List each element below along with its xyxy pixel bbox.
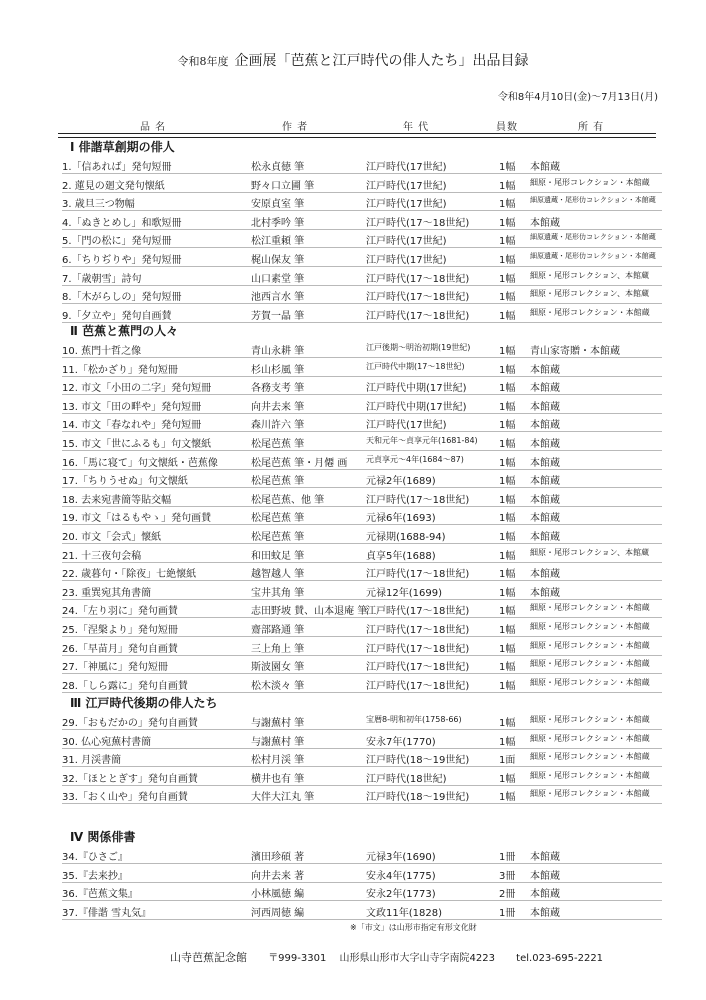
item-owner: 細原・尾形コレクション・本館蔵 <box>530 307 650 317</box>
item-owner: 本館蔵 <box>530 569 560 581</box>
item-owner: 細原・尾形コレクション・本館蔵 <box>530 677 650 687</box>
item-era: 江戸時代(17～18世紀) <box>366 217 470 229</box>
table-row <box>62 864 662 883</box>
item-era: 江戸時代(17～18世紀) <box>366 680 470 692</box>
item-era: 江戸時代(18世紀) <box>366 773 447 785</box>
item-count: 3冊 <box>499 870 516 882</box>
table-row <box>62 882 662 901</box>
item-name: 25.「涅槃より」発句短冊 <box>62 625 178 636</box>
item-owner: 細原・尾形コレクション、本館蔵 <box>530 547 650 557</box>
item-era: 江戸後期～明治初期(19世紀) <box>366 343 471 352</box>
item-author: 志田野坡 賛、山本退庵 筆 <box>251 606 368 618</box>
item-owner: 本館蔵 <box>530 852 560 863</box>
table-row <box>62 174 662 193</box>
item-owner: 細原・尾形コレクション・本館蔵 <box>530 715 650 724</box>
item-author: 斯波園女 筆 <box>251 662 305 674</box>
item-name: 34.『ひさご』 <box>62 852 128 863</box>
item-name: 26.「早苗月」発句自画賛 <box>62 643 178 655</box>
item-count: 1幅 <box>499 310 516 322</box>
item-owner: 本館蔵 <box>530 364 560 376</box>
col-name-header: 品 名 <box>140 122 167 133</box>
item-name: 7.「歳朝雪」詩句 <box>62 273 142 285</box>
item-owner: 本館蔵 <box>530 870 560 882</box>
item-count: 1幅 <box>499 532 516 543</box>
item-author: 向井去来 筆 <box>251 401 305 413</box>
item-name: 23. 重巽宛其角書簡 <box>62 587 152 599</box>
item-author: 小林風徳 編 <box>251 889 305 901</box>
item-author: 向井去来 著 <box>251 870 305 882</box>
item-name: 32.「ほととぎす」発句自画賛 <box>62 773 198 785</box>
table-row <box>62 767 662 786</box>
section-heading: Ⅰ 俳諧草創期の俳人 <box>70 140 175 154</box>
item-count: 1幅 <box>499 273 516 285</box>
item-count: 1幅 <box>499 587 516 599</box>
section-heading: Ⅱ 芭蕉と蕉門の人々 <box>70 324 179 338</box>
item-owner: 細原遺蔵・尾形仂コレクション・本館蔵 <box>530 233 656 242</box>
item-era: 江戸時代(17～18世紀) <box>366 606 470 618</box>
item-owner: 本館蔵 <box>530 457 560 469</box>
item-era: 江戸時代(17～18世紀) <box>366 643 470 655</box>
item-count: 1幅 <box>499 643 516 655</box>
item-owner: 本館蔵 <box>530 476 560 488</box>
item-era: 宝暦8-明和初年(1758-66) <box>366 715 462 724</box>
item-era: 江戸時代(18～19世紀) <box>366 792 470 804</box>
item-era: 元禄12年(1699) <box>366 587 442 599</box>
item-owner: 本館蔵 <box>530 420 560 432</box>
item-name: 28.「しら露に」発句自画賛 <box>62 680 188 692</box>
item-owner: 本館蔵 <box>530 513 560 525</box>
item-author: 大伴大江丸 筆 <box>251 792 315 804</box>
table-row <box>62 730 662 749</box>
item-count: 1幅 <box>499 236 516 248</box>
item-name: 31. 月渓書簡 <box>62 755 122 767</box>
table-row <box>62 339 662 358</box>
col-author-header: 作 者 <box>282 122 309 133</box>
col-count-header: 員数 <box>496 122 518 133</box>
item-era: 元禄2年(1689) <box>366 476 436 488</box>
item-owner: 本館蔵 <box>530 217 560 229</box>
item-author: 松村月渓 筆 <box>251 755 305 767</box>
item-name: 5.「門の松に」発句短冊 <box>62 236 172 248</box>
item-name: 12. 市文「小田の二字」発句短冊 <box>62 383 212 395</box>
item-name: 37.『俳諧 雪丸気』 <box>62 907 152 919</box>
table-row <box>62 562 662 581</box>
item-count: 1幅 <box>499 180 516 192</box>
item-count: 1幅 <box>499 420 516 432</box>
item-author: 松尾芭蕉 筆 <box>251 513 305 525</box>
title-main: 企画展「芭蕉と江戸時代の俳人たち」出品目録 <box>234 53 529 69</box>
table-row <box>62 358 662 377</box>
item-name: 10. 蕉門十哲之像 <box>62 346 142 357</box>
table-row <box>62 267 662 286</box>
item-name: 15. 市文「世にふるも」句文懐紙 <box>62 439 212 450</box>
section-heading: Ⅳ 関係俳書 <box>70 830 136 844</box>
item-owner: 本館蔵 <box>530 587 560 599</box>
table-row <box>62 469 662 488</box>
item-count: 1幅 <box>499 457 516 469</box>
table-row <box>62 229 662 248</box>
item-name: 9.「夕立や」発句自画賛 <box>62 310 172 322</box>
item-author: 越智越人 筆 <box>251 569 305 581</box>
item-owner: 細原・尾形コレクション・本館蔵 <box>530 770 650 780</box>
item-count: 1幅 <box>499 792 516 804</box>
item-author: 梶山保友 筆 <box>251 255 305 266</box>
table-row <box>62 845 662 864</box>
item-count: 1幅 <box>499 513 516 525</box>
table-row <box>62 211 662 230</box>
table-row <box>62 506 662 525</box>
item-era: 江戸時代(17世紀) <box>366 420 447 432</box>
table-row <box>62 674 662 693</box>
item-author: 与謝蕪村 筆 <box>251 736 305 748</box>
table-row <box>62 525 662 544</box>
table-row <box>62 451 662 470</box>
item-era: 江戸時代中期(17世紀) <box>366 383 467 395</box>
item-era: 江戸時代(17世紀) <box>366 162 447 173</box>
phone: tel.023-695-2221 <box>516 953 604 964</box>
address: 山形県山形市大字山寺字南院4223 <box>339 953 495 964</box>
item-count: 1幅 <box>499 401 516 413</box>
section-heading: Ⅲ 江戸時代後期の俳人たち <box>70 696 218 710</box>
table-row <box>62 432 662 451</box>
table-row <box>62 748 662 767</box>
item-author: 松尾芭蕉 筆 <box>251 532 305 543</box>
table-row <box>62 901 662 920</box>
item-name: 21. 十三夜句会稿 <box>62 550 142 562</box>
item-era: 元貞享元～4年(1684～87) <box>366 454 464 464</box>
item-count: 1幅 <box>499 383 516 395</box>
item-era: 元禄6年(1693) <box>366 513 436 525</box>
item-era: 江戸時代中期(17～18世紀) <box>366 361 465 371</box>
item-author: 横井也有 筆 <box>251 773 305 785</box>
item-era: 江戸時代(17～18世紀) <box>366 273 470 285</box>
item-owner: 細原遺蔵・尾形仂コレクション・本館蔵 <box>530 252 656 260</box>
item-name: 36.『芭蕉文集』 <box>62 889 138 901</box>
item-name: 27.「神風に」発句短冊 <box>62 662 168 674</box>
item-author: 各務支考 筆 <box>251 383 305 395</box>
item-count: 1冊 <box>499 852 516 863</box>
item-count: 1幅 <box>499 292 516 304</box>
item-owner: 細原遺蔵・尾形仂コレクション・本館蔵 <box>530 196 656 205</box>
table-row <box>62 192 662 211</box>
item-author: 芳賀一晶 筆 <box>251 310 305 322</box>
exhibition-dates: 令和8年4月10日(金)～7月13日(月) <box>497 92 658 103</box>
item-author: 与謝蕪村 筆 <box>251 718 305 729</box>
item-owner: 本館蔵 <box>530 439 560 450</box>
postal-code: 〒999-3301 <box>268 953 327 964</box>
title-prefix: 令和8年度 <box>177 55 229 68</box>
item-owner: 細原・尾形コレクション・本館蔵 <box>530 659 650 669</box>
item-author: 杉山杉風 筆 <box>251 364 305 376</box>
item-owner: 本館蔵 <box>530 889 560 901</box>
table-row <box>62 618 662 637</box>
item-author: 宝井其角 筆 <box>251 587 305 599</box>
item-author: 濱田珍碩 著 <box>251 852 305 863</box>
item-count: 1幅 <box>499 364 516 376</box>
item-count: 1幅 <box>499 346 516 357</box>
item-count: 1幅 <box>499 199 516 211</box>
item-count: 1幅 <box>499 255 516 266</box>
item-author: 松尾芭蕉 筆 <box>251 439 305 450</box>
table-header <box>58 118 656 132</box>
table-row <box>62 285 662 304</box>
item-name: 14. 市文「春なれや」発句短冊 <box>62 420 202 432</box>
item-era: 江戸時代(17世紀) <box>366 199 447 211</box>
col-era-header: 年 代 <box>403 122 430 133</box>
item-era: 江戸時代(17世紀) <box>366 236 447 248</box>
item-name: 3. 歳旦三つ物幅 <box>62 199 135 211</box>
item-author: 北村季吟 筆 <box>251 217 305 229</box>
item-era: 江戸時代(17世紀) <box>366 180 447 192</box>
item-era: 江戸時代(17～18世紀) <box>366 569 470 581</box>
item-author: 松永貞徳 筆 <box>251 162 305 173</box>
item-name: 6.「ちりぢりや」発句短冊 <box>62 255 182 266</box>
item-name: 18. 去来宛書簡等貼交幅 <box>62 494 172 506</box>
item-name: 22. 歳暮句・「除夜」七絶懐紙 <box>62 569 197 581</box>
item-author: 森川許六 筆 <box>251 420 305 432</box>
item-author: 山口素堂 筆 <box>251 273 305 285</box>
footnote: ※「市文」は山形市指定有形文化財 <box>350 923 477 932</box>
item-era: 文政11年(1828) <box>366 907 442 919</box>
item-count: 1幅 <box>499 736 516 748</box>
item-count: 1幅 <box>499 680 516 692</box>
item-era: 江戸時代(17世紀) <box>366 255 447 266</box>
item-owner: 本館蔵 <box>530 162 560 173</box>
item-era: 江戸時代(17～18世紀) <box>366 292 470 304</box>
item-owner: 細原・尾形コレクション・本館蔵 <box>530 789 650 799</box>
item-author: 松尾芭蕉 筆・月僊 画 <box>251 457 348 469</box>
org-name: 山寺芭蕉記念館 <box>170 951 247 964</box>
item-era: 江戸時代(17～18世紀) <box>366 625 470 636</box>
table-row <box>62 655 662 674</box>
item-count: 1幅 <box>499 569 516 581</box>
item-name: 24.「左り羽に」発句画賛 <box>62 606 178 618</box>
item-era: 安永7年(1770) <box>366 736 436 748</box>
item-name: 19. 市文「はるもやゝ」発句画賛 <box>62 513 212 525</box>
item-owner: 青山家寄贈・本館蔵 <box>530 346 620 357</box>
item-era: 江戸時代(17～18世紀) <box>366 310 470 322</box>
table-row <box>62 395 662 414</box>
table-row <box>62 581 662 600</box>
item-era: 元禄3年(1690) <box>366 852 436 863</box>
table-row <box>62 544 662 563</box>
item-author: 三上角上 筆 <box>251 643 305 655</box>
item-era: 元禄期(1688-94) <box>366 532 446 543</box>
table-row <box>62 599 662 618</box>
item-name: 33.「おく山や」発句自画賛 <box>62 792 188 804</box>
item-count: 1幅 <box>499 162 516 173</box>
table-row <box>62 155 662 174</box>
item-count: 1幅 <box>499 662 516 674</box>
footer <box>170 949 603 965</box>
item-owner: 細原・尾形コレクション・本館蔵 <box>530 733 650 743</box>
item-count: 1冊 <box>499 907 516 919</box>
item-count: 1幅 <box>499 550 516 562</box>
item-author: 松木淡々 筆 <box>251 680 305 692</box>
item-name: 8.「木がらしの」発句短冊 <box>62 292 182 304</box>
item-count: 1幅 <box>499 439 516 450</box>
item-era: 天和元年～貞享元年(1681-84) <box>366 436 478 445</box>
item-era: 貞享5年(1688) <box>366 550 436 562</box>
item-owner: 細原・尾形コレクション、本館蔵 <box>530 270 650 280</box>
item-era: 安永2年(1773) <box>366 889 436 901</box>
table-row <box>62 376 662 395</box>
item-era: 江戸時代(18～19世紀) <box>366 755 470 767</box>
item-author: 安原貞室 筆 <box>251 199 305 211</box>
item-count: 2冊 <box>499 889 516 901</box>
item-owner: 本館蔵 <box>530 383 560 395</box>
table-row <box>62 785 662 804</box>
item-name: 2. 蓮見の廻文発句懐紙 <box>62 180 165 192</box>
item-era: 江戸時代(17～18世紀) <box>366 494 470 506</box>
table-row <box>62 304 662 323</box>
table-row <box>62 248 662 267</box>
item-era: 江戸時代(17～18世紀) <box>366 662 470 674</box>
item-era: 江戸時代中期(17世紀) <box>366 401 467 413</box>
item-owner: 細原・尾形コレクション・本館蔵 <box>530 622 650 631</box>
page-title <box>0 50 706 70</box>
item-count: 1幅 <box>499 476 516 488</box>
item-count: 1幅 <box>499 606 516 618</box>
item-era: 安永4年(1775) <box>366 870 436 882</box>
item-name: 17.「ちりうせぬ」句文懐紙 <box>62 476 188 488</box>
item-author: 齋部路通 筆 <box>251 625 305 636</box>
item-owner: 本館蔵 <box>530 494 560 506</box>
item-name: 20. 市文「会式」懐紙 <box>62 532 162 543</box>
table-row <box>62 488 662 507</box>
table-row <box>62 637 662 656</box>
item-owner: 細原・尾形コレクション・本館蔵 <box>530 603 650 613</box>
item-owner: 細原・尾形コレクション・本館蔵 <box>530 752 650 762</box>
item-owner: 細原・尾形コレクション、本館蔵 <box>530 289 650 299</box>
item-author: 松尾芭蕉、他 筆 <box>251 494 325 506</box>
item-name: 1.「信あれば」発句短冊 <box>62 162 172 173</box>
item-author: 河西周徳 編 <box>251 907 305 919</box>
item-name: 30. 仏心宛蕪村書簡 <box>62 736 152 748</box>
item-count: 1幅 <box>499 494 516 506</box>
table-row <box>62 711 662 730</box>
item-count: 1幅 <box>499 217 516 229</box>
item-owner: 本館蔵 <box>530 401 560 413</box>
item-name: 11.「松かざり」発句短冊 <box>62 364 178 376</box>
item-owner: 細原・尾形コレクション・本館蔵 <box>530 177 650 187</box>
item-name: 4.「ぬきとめし」和歌短冊 <box>62 217 182 229</box>
item-count: 1幅 <box>499 625 516 636</box>
item-author: 池西言水 筆 <box>251 292 305 304</box>
item-name: 16.「馬に寝て」句文懐紙・芭蕉像 <box>62 457 218 469</box>
item-count: 1面 <box>499 755 516 767</box>
table-row <box>62 413 662 432</box>
col-owner-header: 所 有 <box>578 122 605 133</box>
item-owner: 細原・尾形コレクション・本館蔵 <box>530 640 650 650</box>
item-author: 松尾芭蕉 筆 <box>251 476 305 488</box>
item-owner: 本館蔵 <box>530 532 560 543</box>
item-name: 13. 市文「田の畔や」発句短冊 <box>62 401 202 413</box>
item-author: 松江重頼 筆 <box>251 236 305 248</box>
item-count: 1幅 <box>499 773 516 785</box>
item-name: 29.「おもだかの」発句自画賛 <box>62 718 198 729</box>
item-author: 青山永耕 筆 <box>251 346 305 357</box>
item-owner: 本館蔵 <box>530 907 560 919</box>
item-count: 1幅 <box>499 718 516 729</box>
item-author: 和田蚊足 筆 <box>251 550 305 562</box>
item-author: 野々口立圃 筆 <box>251 180 315 192</box>
item-name: 35.『去来抄』 <box>62 870 128 882</box>
